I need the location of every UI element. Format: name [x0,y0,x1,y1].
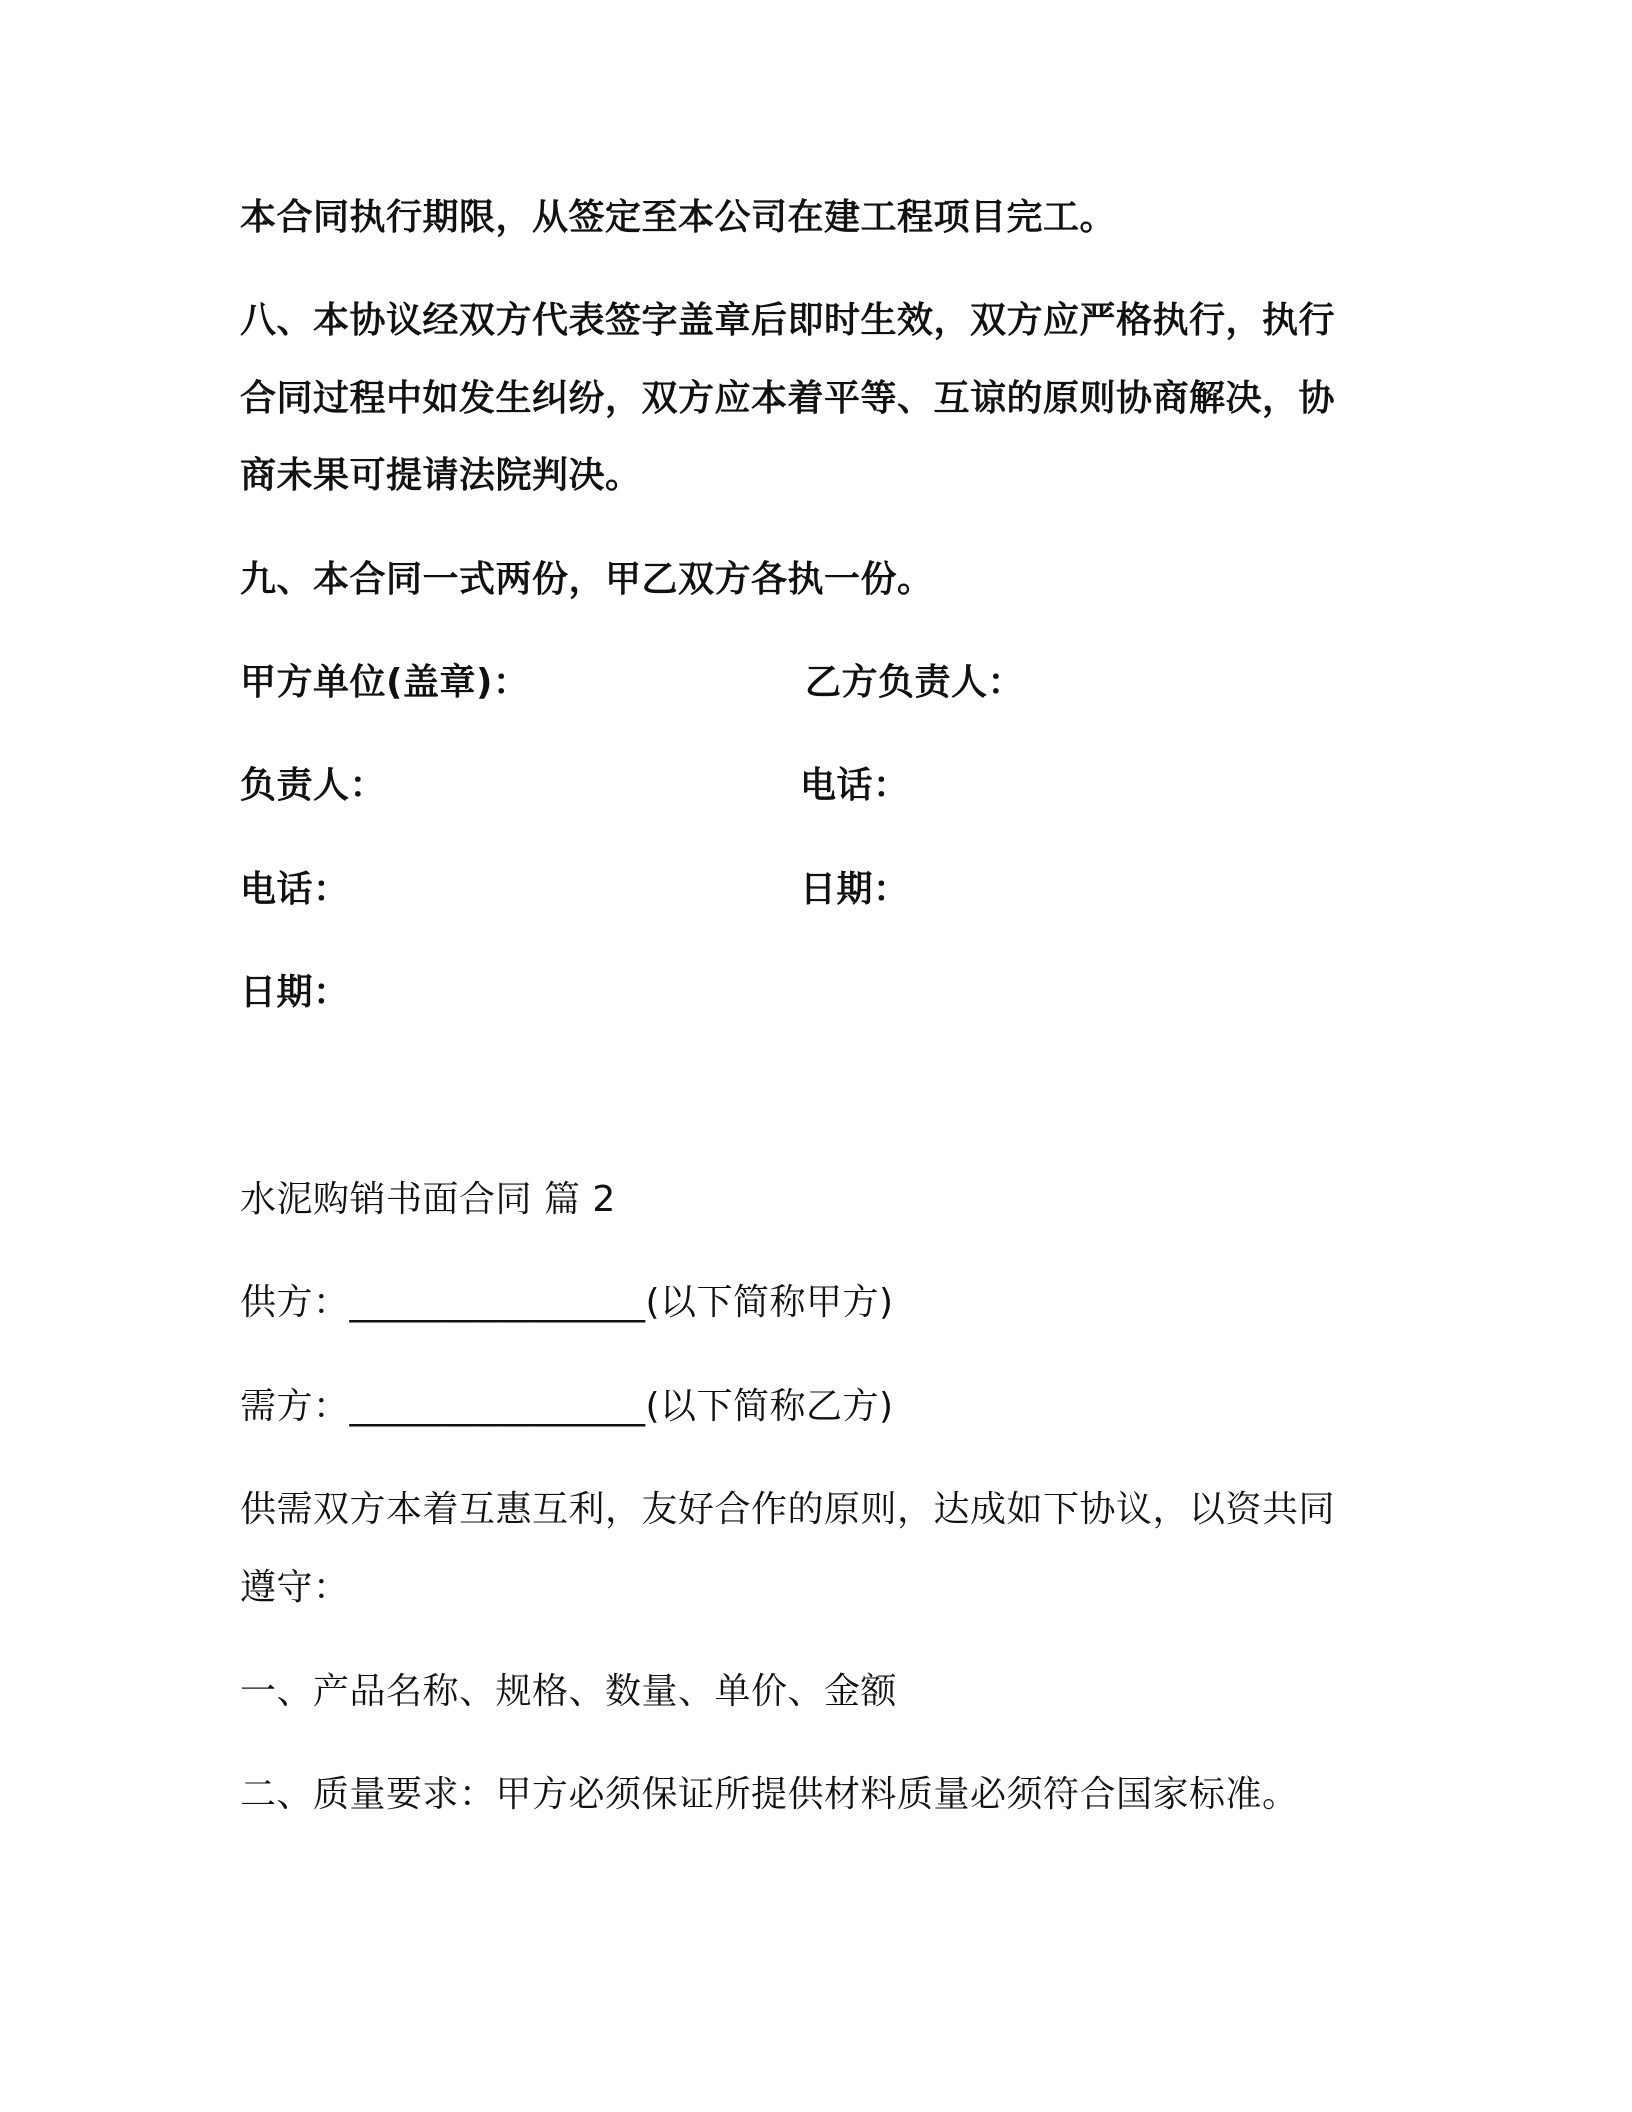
contract-term-text: 本合同执行期限，从签定至本公司在建工程项目完工。 [240,197,1117,238]
clause-8-line-3: 商未果可提请法院判决。 [240,455,642,496]
party-a-unit-label: 甲方单位(盖章)： [240,662,530,703]
party-b-person-label: 乙方负责人： [805,662,1025,703]
party-a-date-label: 日期： [240,972,350,1013]
section-title: 水泥购销书面合同 篇 2 [240,1179,616,1220]
party-a-person-label: 负责人： [240,765,387,806]
party-a-phone-label: 电话： [240,869,350,910]
item-1-text: 一、产品名称、规格、数量、单价、金额 [240,1671,898,1712]
buyer-line: 需方：________________(以下简称乙方) [240,1386,894,1427]
clause-8-line-2: 合同过程中如发生纠纷，双方应本着平等、互谅的原则协商解决，协 [240,378,1336,419]
party-b-date-label: 日期： [800,869,910,910]
clause-9-text: 九、本合同一式两份，甲乙双方各执一份。 [240,559,934,600]
intro-line-1: 供需双方本着互惠互利，友好合作的原则，达成如下协议，以资共同 [240,1489,1336,1530]
supplier-line: 供方：________________(以下简称甲方) [240,1282,894,1323]
intro-line-2: 遵守： [240,1567,350,1608]
party-b-phone-label: 电话： [800,765,910,806]
item-2-text: 二、质量要求：甲方必须保证所提供材料质量必须符合国家标准。 [240,1774,1299,1815]
clause-8-line-1: 八、本协议经双方代表签字盖章后即时生效，双方应严格执行，执行 [240,300,1336,341]
